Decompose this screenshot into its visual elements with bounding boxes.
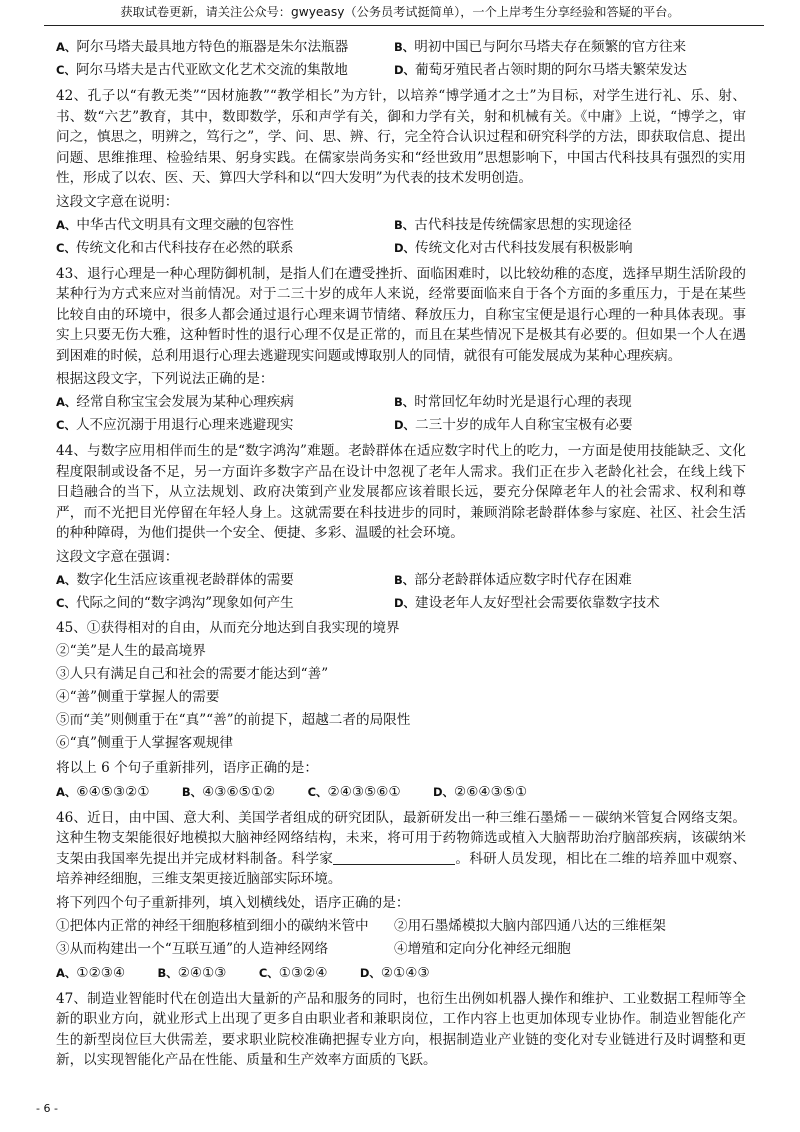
option-key: A、: [56, 784, 77, 799]
option-text: 部分老龄群体适应数字时代存在困难: [414, 571, 632, 588]
q46-sentence-3: ③从而构建出一个“互联互通”的人造神经网络: [56, 940, 329, 957]
q45-sentence-2: ②“美”是人生的最高境界: [56, 642, 206, 659]
option-key: C、: [307, 784, 328, 799]
q46-sentence-1: ①把体内正常的神经干细胞移植到细小的碳纳米管中: [56, 917, 369, 934]
q45-options: [56, 780, 746, 804]
option-key: C、: [56, 240, 76, 255]
q41-option-b: [394, 36, 746, 59]
q44-stem: 这段文字意在强调：: [56, 548, 179, 565]
option-text: 建设老年人友好型社会需要依靠数字技术: [415, 594, 660, 611]
option-key: D、: [394, 418, 416, 432]
option-text: 中华古代文明具有文理交融的包容性: [76, 216, 294, 233]
option-text: 古代科技是传统儒家思想的实现途径: [414, 216, 632, 233]
q42-option-c: [56, 237, 394, 260]
q42-option-d: [394, 237, 746, 260]
q46-option-b: [157, 965, 226, 981]
option-key: B、: [394, 572, 415, 587]
q46-passage-after: 。科研人员发现，相比在二维的培养皿中观察、培养神经细胞，三维支架更接近脑部实际环境。: [56, 850, 747, 887]
q44-option-d: [394, 592, 746, 615]
q46-passage-before: 46、近日，由中国、意大利、美国学者组成的研究团队，最新研发出一种三维石墨烯－－碳纳米管复合网络支架。这种生物支架能很好地模拟大脑神经网络结构，未来，将可用于药物筛选或植入大脑帮助治疗脑部疾病，该碳纳米支架由我国率先提出并完成材料制备。科学家: [56, 809, 746, 867]
option-text: 传统文化和古代科技存在必然的联系: [75, 239, 294, 256]
q42-stem: 这段文字意在说明：: [56, 193, 179, 210]
option-text: 时常回忆年幼时光是退行心理的表现: [414, 394, 632, 410]
option-key: C、: [56, 418, 76, 432]
q45-sentence-1: 45、①获得相对的自由，从而充分地达到自我实现的境界: [56, 619, 400, 636]
option-key: B、: [394, 217, 415, 232]
q41-option-a: [56, 36, 394, 59]
option-text: 二三十岁的成年人自称宝宝极有必要: [415, 417, 633, 433]
q44-passage: 44、与数字应用相伴而生的是“数字鸿沟”难题。老龄群体在适应数字时代上的吃力，一方面是使用技能缺乏、文化程度限制或设备不足，另一方面许多数字产品在设计中忽视了老年人需求。我们正在步入老龄化社会，在线上线下日趋融合的当下，从立法规划、政府决策到产业发展都应该着眼长远，要充分保障老年人的社会需求、权利和尊严，而不光把目光停留在年轻人身上。这就需要在科技进步的同时，兼顾消除老龄群体参与家庭、社区、社会生活的种种障碍，为他们提供一个安全、便捷、多彩、温暖的社会环境。: [56, 443, 746, 541]
q41-option-c: [56, 59, 394, 82]
q45-sentence-5: ⑤而“美”则侧重于在“真”“善”的前提下，超越二者的局限性: [56, 711, 411, 728]
q46-options: [56, 961, 746, 985]
option-text: ②①④③: [380, 964, 430, 981]
q45-sentence-6: ⑥“真”侧重于人掌握客观规律: [56, 734, 234, 751]
q42-option-b: [394, 214, 746, 237]
q43-options: [56, 391, 746, 437]
option-text: 阿尔马塔夫最具地方特色的瓶器是朱尔法瓶器: [76, 39, 349, 55]
page-number: - 6 -: [36, 1102, 58, 1115]
option-text: ②④①③: [177, 964, 227, 981]
q42-option-a: [56, 214, 394, 237]
option-key: D、: [394, 595, 416, 610]
option-key: C、: [56, 595, 76, 610]
q45-sentence-3: ③人只有满足自己和社会的需要才能达到“善”: [56, 665, 329, 682]
q46-option-d: [360, 965, 430, 981]
option-text: 经常自称宝宝会发展为某种心理疾病: [76, 394, 294, 410]
option-key: D、: [394, 240, 416, 255]
option-text: 代际之间的“数字鸿沟”现象如何产生: [75, 594, 294, 611]
q45-option-c: [308, 784, 401, 800]
option-text: ②④③⑤⑥①: [327, 783, 401, 800]
option-text: 明初中国已与阿尔马塔夫存在频繁的官方往来: [414, 39, 687, 55]
q44-options: [56, 569, 746, 615]
option-key: A、: [56, 965, 77, 980]
option-text: 传统文化对古代科技发展有积极影响: [415, 239, 633, 256]
option-key: C、: [56, 63, 76, 77]
q46-passage: [56, 808, 746, 890]
q46-option-a: [56, 965, 125, 981]
q42-passage: 42、孔子以“有教无类”“因材施教”“教学相长”为方针，以培养“博学通才之士”为目标，对学生进行礼、乐、射、书、数“六艺”教育，其中，数即数学，乐和声学有关，御和力学有关，射和机械有关。《中庸》上说，“博学之，审问之，慎思之，明辨之，笃行之”，学、问、思、辨、行，完全符合认识过程和研究科学的方法，即获取信息、提出问题、思维推理、检验结果、躬身实践。在儒家崇尚务实和“经世致用”思想影响下，中国古代科技具有强烈的实用性，形成了以农、医、天、算四大学科和以“四大发明”为代表的技术发明创造。: [56, 88, 746, 186]
q44-option-c: [56, 592, 394, 615]
option-key: A、: [56, 40, 77, 54]
q42-options: [56, 214, 746, 260]
option-key: D、: [394, 63, 416, 77]
q45-option-a: [56, 784, 150, 800]
q46-option-c: [259, 965, 328, 981]
option-text: ②⑥④③⑤①: [454, 783, 528, 800]
option-text: ①②③④: [76, 964, 126, 981]
q43-option-a: [56, 391, 394, 414]
q45-sentence-4: ④“善”侧重于掌握人的需要: [56, 688, 220, 705]
option-text: ④③⑥⑤①②: [202, 783, 276, 800]
option-key: B、: [157, 965, 178, 980]
q41-options: [56, 36, 746, 82]
q46-stem: 将下列四个句子重新排列，填入划横线处，语序正确的是：: [56, 894, 410, 911]
q45-stem: 将以上 6 个句子重新排列，语序正确的是：: [56, 759, 318, 776]
q44-option-a: [56, 569, 394, 592]
exam-page: [56, 36, 746, 1071]
option-key: A、: [56, 395, 77, 409]
q44-option-b: [394, 569, 746, 592]
q45-option-d: [433, 784, 527, 800]
q46-sentence-4: ④增殖和定向分化神经元细胞: [394, 940, 571, 957]
header-rule: [44, 25, 764, 26]
page-header: [0, 0, 800, 26]
q43-stem: 根据这段文字，下列说法正确的是：: [56, 371, 274, 387]
option-text: 数字化生活应该重视老龄群体的需要: [76, 571, 294, 588]
option-key: A、: [56, 572, 77, 587]
option-key: C、: [258, 965, 279, 980]
option-text: ⑥④⑤③②①: [76, 783, 150, 800]
option-text: ①③②④: [278, 964, 328, 981]
q43-option-c: [56, 414, 394, 437]
q46-blank: [333, 850, 455, 865]
q45-option-b: [182, 784, 275, 800]
q43-option-b: [394, 391, 746, 414]
option-key: B、: [181, 784, 203, 799]
q43-option-d: [394, 414, 746, 437]
q47-passage: 47、制造业智能时代在创造出大量新的产品和服务的同时，也衍生出例如机器人操作和维护、工业数据工程师等全新的职业方向，就业形式上出现了更多自由职业者和兼职岗位，工作内容上也更加体现专业协作。制造业智能化产生的新型岗位巨大供需差，要求职业院校准确把握专业方向，根据制造业产业链的变化对专业链进行及时调整和更新，以实现智能化产品在性能、质量和生产效率方面质的飞跃。: [56, 990, 746, 1068]
option-key: D、: [359, 965, 381, 980]
option-text: 阿尔马塔夫是古代亚欧文化艺术交流的集散地: [75, 62, 348, 78]
option-text: 葡萄牙殖民者占领时期的阿尔马塔夫繁荣发达: [415, 62, 687, 78]
option-key: A、: [56, 217, 77, 232]
q46-sentence-2: ②用石墨烯模拟大脑内部四通八达的三维框架: [394, 917, 666, 934]
option-key: B、: [394, 395, 415, 409]
q45-sentences: [56, 617, 746, 755]
header-notice: 获取试卷更新，请关注公众号：gwyeasy（公务员考试挺简单），一个上岸考生分享经验和答疑的平台。: [120, 5, 680, 19]
option-text: 人不应沉溺于用退行心理来逃避现实: [75, 417, 294, 433]
q43-passage: 43、退行心理是一种心理防御机制，是指人们在遭受挫折、面临困难时，以比较幼稚的态度，选择早期生活阶段的某种行为方式来应对当前情况。对于二三十岁的成年人来说，经常要面临来自于各个方面的多重压力，于是在某些比较自由的环境中，很多人都会通过退行心理来调节情绪、释放压力，自称宝宝便是退行心理的一种具体表现。事实上只要无伤大雅，这种暂时性的退行心理不仅是正常的，而且在某些情况下是极其有必要的。但如果一个人在遇到困难的时候，总利用退行心理去逃避现实问题或博取别人的同情，就很有可能发展成为某种心理疾病。: [56, 265, 746, 364]
option-key: D、: [432, 784, 455, 799]
q46-sentences: [56, 915, 746, 961]
q41-option-d: [394, 59, 746, 82]
option-key: B、: [394, 40, 415, 54]
